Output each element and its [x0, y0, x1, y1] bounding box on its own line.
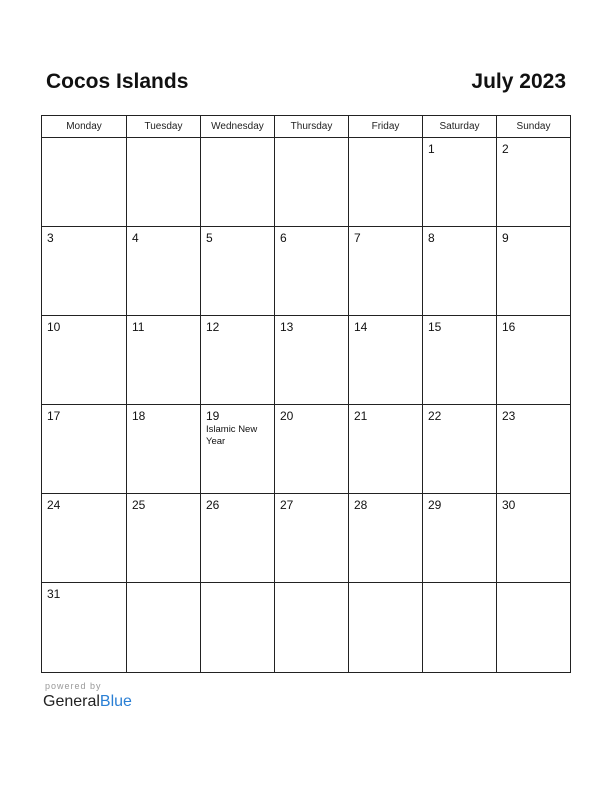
day-number: 12 — [206, 320, 220, 334]
week-row — [42, 138, 570, 227]
day-cell — [349, 494, 423, 582]
day-cell — [127, 583, 201, 672]
month-year-title: July 2023 — [471, 70, 566, 93]
day-cell — [201, 583, 275, 672]
day-number: 29 — [428, 498, 442, 512]
day-cell — [275, 227, 349, 315]
week-row — [42, 494, 570, 583]
day-cell — [42, 583, 127, 672]
footer-branding — [43, 681, 132, 711]
day-cell — [275, 138, 349, 226]
day-number: 4 — [132, 231, 139, 245]
day-cell — [423, 316, 497, 404]
day-number: 20 — [280, 409, 294, 423]
day-number: 6 — [280, 231, 287, 245]
weekday-header-row — [42, 116, 570, 138]
calendar-header — [46, 70, 566, 100]
day-cell — [349, 405, 423, 493]
day-cell — [201, 138, 275, 226]
day-cell — [275, 316, 349, 404]
calendar-grid — [41, 115, 571, 673]
day-number: 2 — [502, 142, 509, 156]
week-row — [42, 316, 570, 405]
day-cell — [275, 494, 349, 582]
day-number: 17 — [47, 409, 61, 423]
day-number: 8 — [428, 231, 435, 245]
day-number: 14 — [354, 320, 368, 334]
brand-general: General — [43, 693, 100, 710]
day-number: 22 — [428, 409, 442, 423]
day-cell — [42, 494, 127, 582]
day-cell — [42, 316, 127, 404]
weekday-friday: Friday — [349, 116, 423, 137]
day-cell — [423, 405, 497, 493]
day-cell — [127, 316, 201, 404]
day-cell — [423, 583, 497, 672]
day-number: 15 — [428, 320, 442, 334]
day-number: 24 — [47, 498, 61, 512]
day-cell — [423, 494, 497, 582]
day-cell — [42, 227, 127, 315]
day-cell — [201, 227, 275, 315]
day-number: 10 — [47, 320, 61, 334]
brand-blue: Blue — [99, 693, 132, 710]
day-cell — [201, 316, 275, 404]
weekday-sunday: Sunday — [516, 121, 551, 132]
day-number: 19 — [206, 409, 220, 423]
day-number: 9 — [502, 231, 509, 245]
day-cell — [201, 405, 275, 493]
generalblue-logo — [43, 693, 132, 711]
day-number: 26 — [206, 498, 220, 512]
day-number: 3 — [47, 231, 54, 245]
day-number: 16 — [502, 320, 516, 334]
day-cell — [423, 227, 497, 315]
day-number: 18 — [132, 409, 146, 423]
day-cell — [349, 227, 423, 315]
day-cell — [349, 316, 423, 404]
day-number: 30 — [502, 498, 516, 512]
holiday-label: Islamic New Year — [206, 424, 258, 447]
week-row — [42, 405, 570, 494]
day-number: 11 — [132, 320, 145, 334]
day-cell — [275, 583, 349, 672]
day-cell — [275, 405, 349, 493]
day-number: 7 — [354, 231, 361, 245]
day-number: 21 — [354, 409, 368, 423]
week-row — [42, 583, 570, 672]
powered-by-text: powered by — [45, 681, 102, 691]
day-number: 1 — [428, 142, 435, 156]
day-cell — [349, 583, 423, 672]
day-cell — [127, 138, 201, 226]
day-cell — [497, 227, 570, 315]
day-cell — [127, 494, 201, 582]
day-number: 27 — [280, 498, 294, 512]
day-cell — [423, 138, 497, 226]
day-cell — [497, 405, 570, 493]
day-cell — [497, 494, 570, 582]
day-number: 31 — [47, 587, 61, 601]
region-title: Cocos Islands — [46, 70, 189, 93]
weekday-wednesday: Wednesday — [201, 116, 275, 137]
day-number: 23 — [502, 409, 516, 423]
day-cell — [42, 405, 127, 493]
day-cell — [42, 138, 127, 226]
weekday-tuesday: Tuesday — [127, 116, 201, 137]
weekday-thursday: Thursday — [275, 116, 349, 137]
day-cell — [349, 138, 423, 226]
day-number: 25 — [132, 498, 146, 512]
day-cell — [127, 405, 201, 493]
day-cell — [497, 583, 570, 672]
weekday-monday: Monday — [42, 116, 127, 137]
day-cell — [127, 227, 201, 315]
day-cell — [497, 316, 570, 404]
day-number: 13 — [280, 320, 294, 334]
day-number: 5 — [206, 231, 213, 245]
weekday-saturday: Saturday — [423, 116, 497, 137]
day-cell — [497, 138, 570, 226]
weeks-container — [42, 138, 570, 672]
week-row — [42, 227, 570, 316]
day-cell — [201, 494, 275, 582]
day-number: 28 — [354, 498, 368, 512]
